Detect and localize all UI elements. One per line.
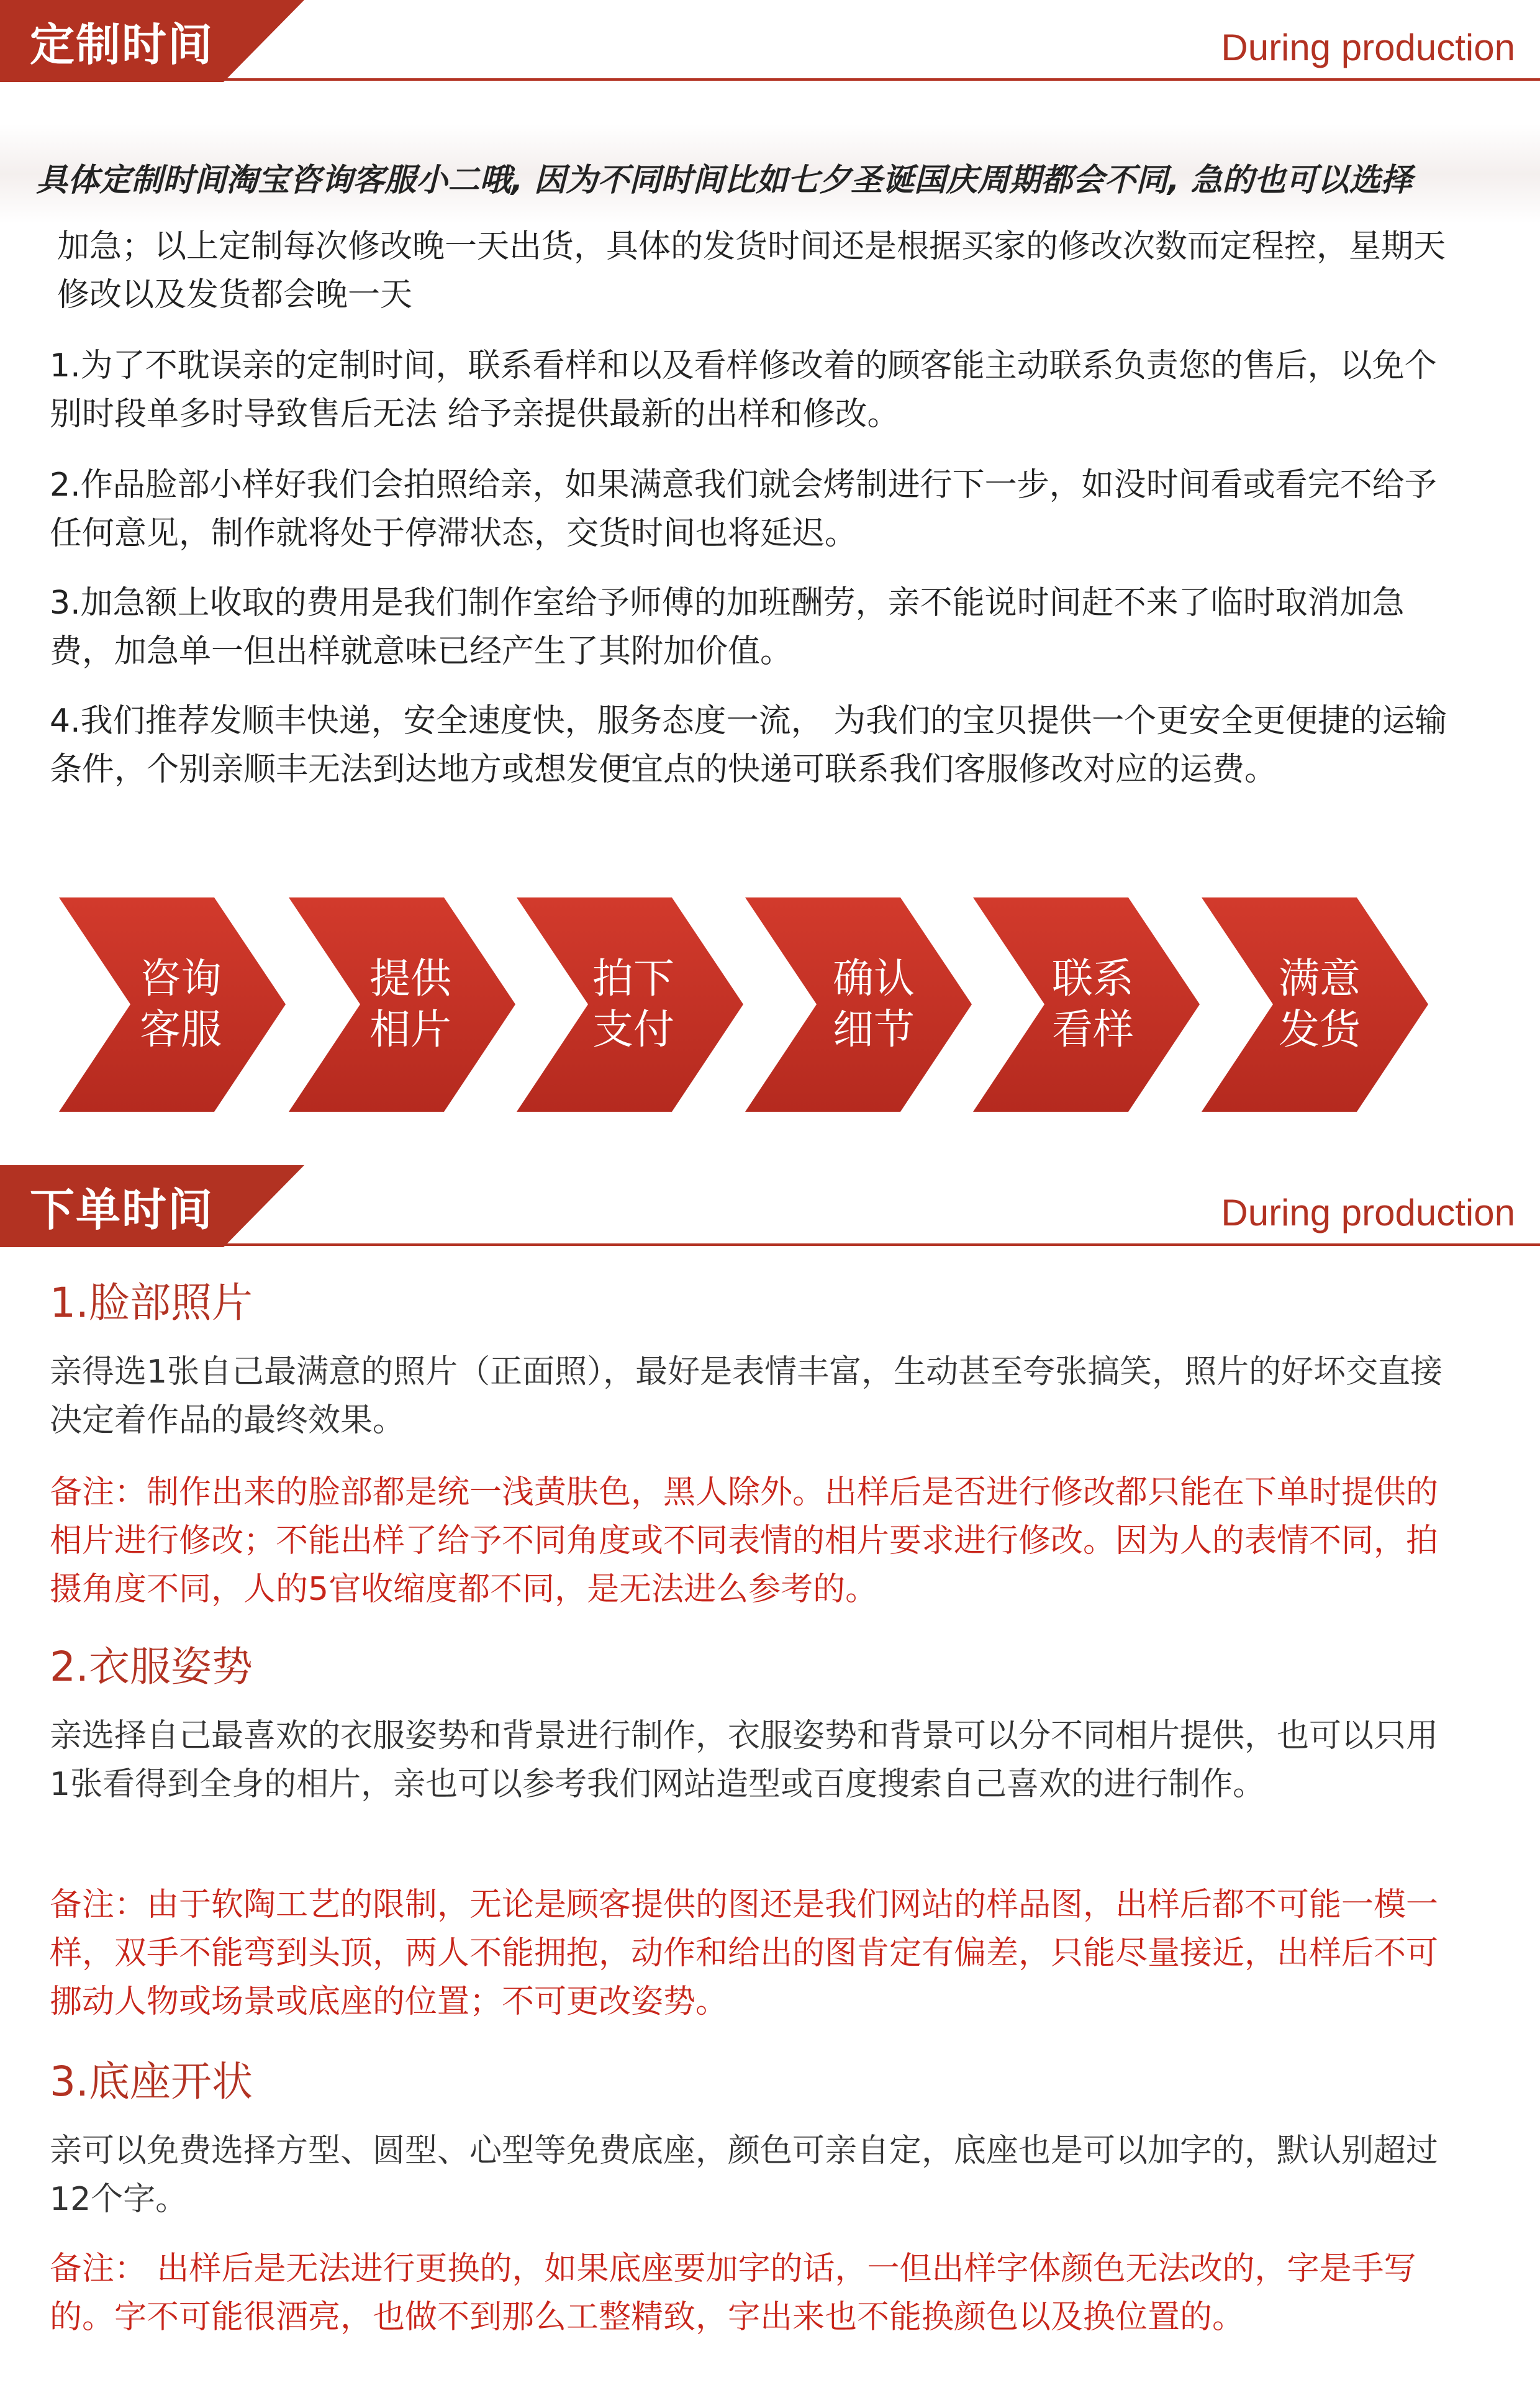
section2-header	[0, 1165, 1540, 1252]
base-note: 备注： 出样后是无法进行更换的，如果底座要加字的话，一但出样字体颜色无法改的，字是手写的。字不可能很酒亮，也做不到那么工整精致，字出来也不能换颜色以及换位置的。	[50, 2250, 1416, 2336]
step-label-pay: 拍下 支付	[592, 955, 674, 1053]
list-item-3: 3.加急额上收取的费用是我们制作室给予师傅的加班酬劳，亲不能说时间赶不来了临时取消加急费，加急单一但出样就意味已经产生了其附加价值。	[50, 584, 1405, 670]
base-body: 亲可以免费选择方型、圆型、心型等免费底座，颜色可亲自定，底座也是可以加字的，默认别超过12个字。	[50, 2132, 1439, 2218]
header-divider	[0, 78, 1540, 81]
list-item-4: 4.我们推荐发顺丰快递，安全速度快，服务态度一流， 为我们的宝贝提供一个更安全更便捷的运输条件，个别亲顺丰无法到达地方或想发便宜点的快递可联系我们客服修改对应的运费。	[50, 702, 1447, 788]
step-label-consult: 咨询 客服	[140, 955, 222, 1053]
header-divider	[0, 1243, 1540, 1246]
face-photo-body: 亲得选1张自己最满意的照片（正面照），最好是表情丰富，生动甚至夸张搞笑，照片的好坏交直接决定着作品的最终效果。	[50, 1353, 1443, 1439]
section1-subtitle: During production	[1221, 27, 1515, 68]
step-label-view-sample: 联系 看样	[1052, 955, 1134, 1053]
intro-line1: 具体定制时间淘宝咨询客服小二哦, 因为不同时间比如七夕圣诞国庆周期都会不同, 急的也可以选择	[36, 162, 1413, 199]
section2-title: 下单时间	[30, 1184, 214, 1236]
section1-title: 定制时间	[30, 19, 214, 71]
section2-subtitle: During production	[1221, 1192, 1515, 1233]
subsection-title-base: 3.底座开状	[50, 2058, 253, 2106]
list-item-1: 1.为了不耽误亲的定制时间，联系看样和以及看样修改着的顾客能主动联系负责您的售后，以免个别时段单多时导致售后无法 给予亲提供最新的出样和修改。	[50, 347, 1437, 433]
subsection-title-face-photo: 1.脸部照片	[50, 1279, 253, 1327]
step-label-provide-photo: 提供 相片	[369, 955, 451, 1053]
list-item-2: 2.作品脸部小样好我们会拍照给亲，如果满意我们就会烤制进行下一步，如没时间看或看完不给予任何意见，制作就将处于停滞状态，交货时间也将延迟。	[50, 466, 1437, 552]
step-label-confirm: 确认 细节	[833, 955, 915, 1053]
face-photo-note: 备注：制作出来的脸部都是统一浅黄肤色，黑人除外。出样后是否进行修改都只能在下单时提供的相片进行修改；不能出样了给予不同角度或不同表情的相片要求进行修改。因为人的表情不同，拍摄角度不同，人的5官收缩度都不同，是无法进么参考的。	[50, 1474, 1439, 1608]
process-steps	[0, 897, 1540, 1112]
section1-header	[0, 0, 1540, 87]
step-label-ship: 满意 发货	[1279, 955, 1361, 1053]
subsection-title-pose: 2.衣服姿势	[50, 1643, 253, 1691]
pose-body: 亲选择自己最喜欢的衣服姿势和背景进行制作，衣服姿势和背景可以分不同相片提供，也可以只用1张看得到全身的相片，亲也可以参考我们网站造型或百度搜索自己喜欢的进行制作。	[50, 1717, 1439, 1803]
intro-line2: 加急；以上定制每次修改晚一天出货，具体的发货时间还是根据买家的修改次数而定程控，星期天修改以及发货都会晚一天	[57, 228, 1446, 314]
pose-note: 备注：由于软陶工艺的限制，无论是顾客提供的图还是我们网站的样品图，出样后都不可能一模一样，双手不能弯到头顶，两人不能拥抱，动作和给出的图肯定有偏差，只能尽量接近，出样后不可挪动人物或场景或底座的位置；不可更改姿势。	[50, 1886, 1439, 2020]
